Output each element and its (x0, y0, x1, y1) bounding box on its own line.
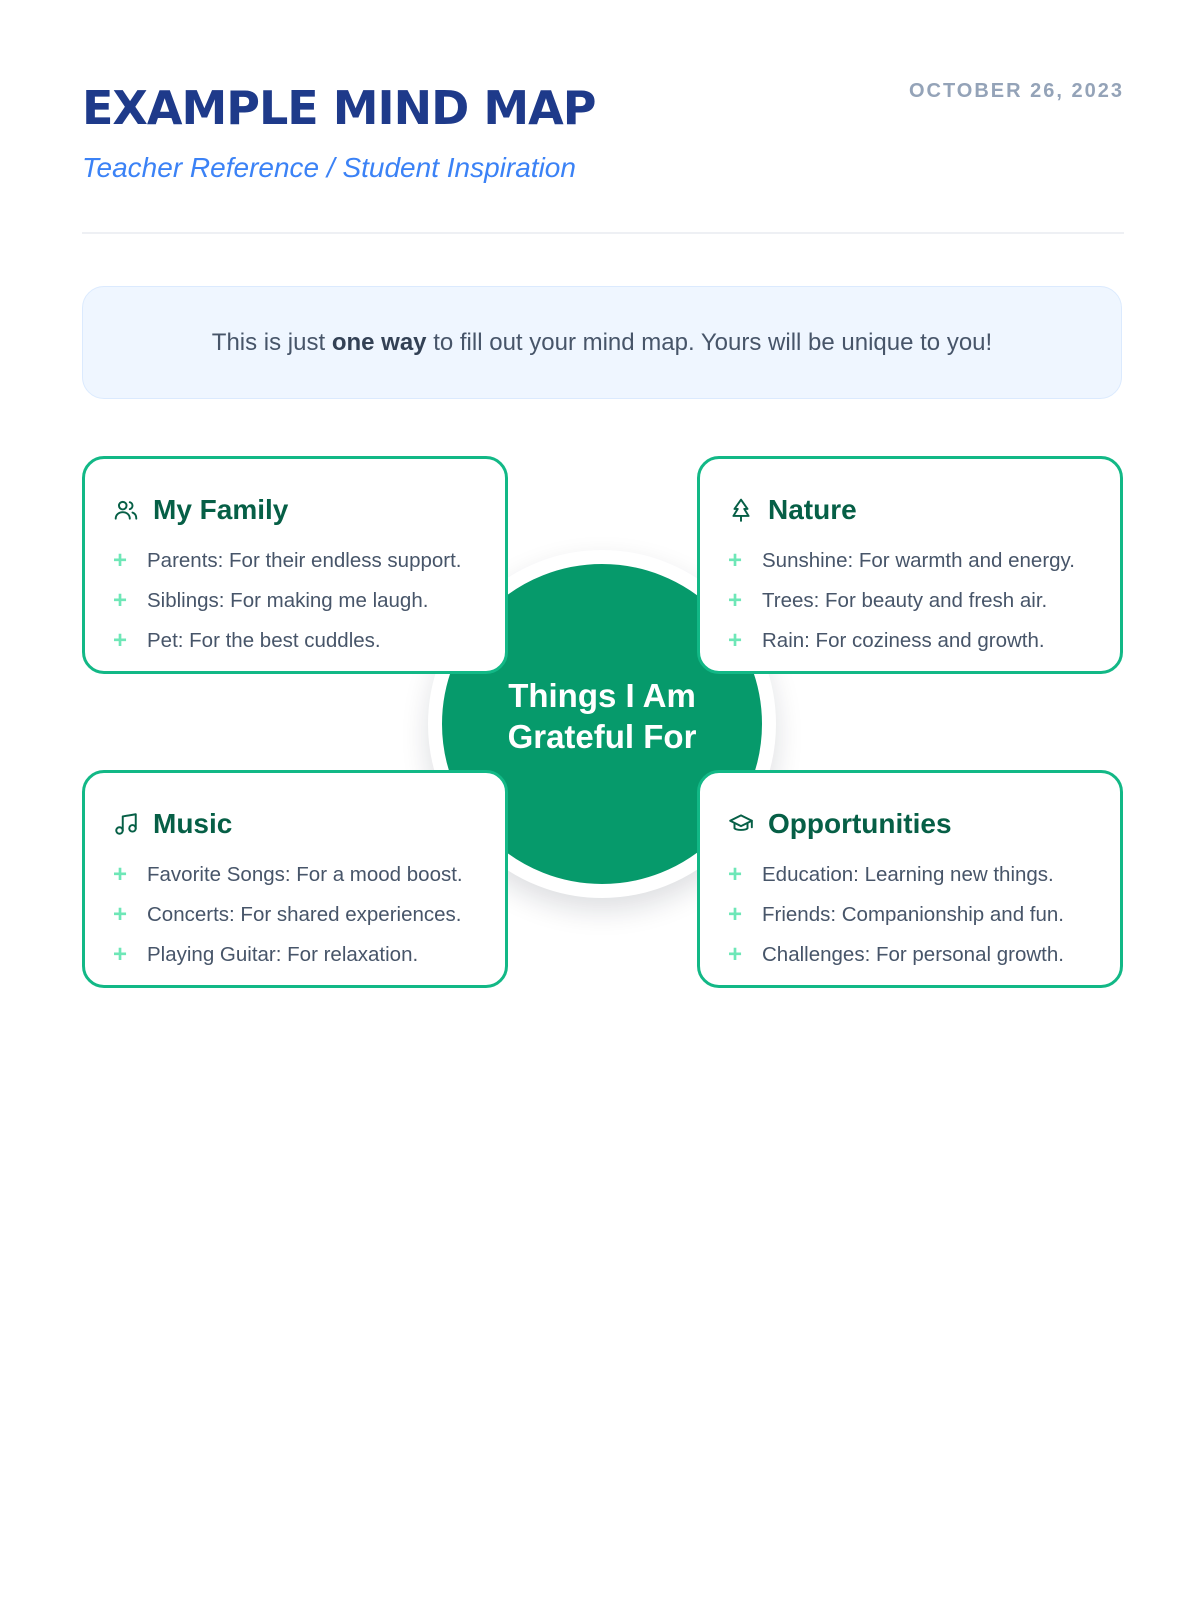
page-header (82, 78, 1124, 234)
card-item-list (113, 855, 479, 975)
plus-icon: + (728, 587, 743, 614)
callout-text-start: This is just (211, 328, 332, 356)
graduation-cap-icon (728, 811, 754, 837)
info-callout (82, 286, 1122, 399)
plus-icon: + (728, 901, 743, 928)
branch-card-nature (697, 456, 1123, 674)
callout-text-end: to fill out your mind map. Yours will be unique to you! (426, 328, 993, 356)
list-item: + Playing Guitar: For relaxation. (113, 941, 419, 968)
list-item: + Pet: For the best cuddles. (113, 627, 381, 654)
plus-icon: + (113, 901, 128, 928)
plus-icon: + (728, 861, 743, 888)
plus-icon: + (728, 941, 743, 968)
page-title: EXAMPLE MIND MAP (82, 81, 596, 135)
list-item: + Concerts: For shared experiences. (113, 901, 462, 928)
list-item: + Sunshine: For warmth and energy. (728, 547, 1075, 574)
list-item: + Rain: For coziness and growth. (728, 627, 1045, 654)
plus-icon: + (113, 547, 128, 574)
plus-icon: + (113, 587, 128, 614)
card-item-list (728, 541, 1094, 661)
tree-icon (728, 497, 754, 523)
list-item: + Parents: For their endless support. (113, 547, 462, 574)
branch-card-family (82, 456, 508, 674)
list-item: + Favorite Songs: For a mood boost. (113, 861, 463, 888)
plus-icon: + (113, 627, 128, 654)
music-note-icon (113, 811, 139, 837)
users-icon (113, 497, 139, 523)
plus-icon: + (728, 547, 743, 574)
central-topic-text: Things I Am Grateful For (507, 676, 697, 755)
page-subtitle: Teacher Reference / Student Inspiration (82, 152, 576, 183)
card-title: Opportunities (768, 808, 952, 839)
callout-emphasis: one way (331, 328, 427, 356)
plus-icon: + (113, 861, 128, 888)
card-item-list (113, 541, 479, 661)
plus-icon: + (113, 941, 128, 968)
card-title: Music (153, 808, 233, 839)
plus-icon: + (728, 627, 743, 654)
list-item: + Education: Learning new things. (728, 861, 1054, 888)
card-item-list (728, 855, 1094, 975)
page-date: OCTOBER 26, 2023 (908, 80, 1124, 102)
card-title: Nature (768, 494, 857, 525)
list-item: + Siblings: For making me laugh. (113, 587, 429, 614)
list-item: + Friends: Companionship and fun. (728, 901, 1064, 928)
list-item: + Challenges: For personal growth. (728, 941, 1064, 968)
branch-card-opportunities (697, 770, 1123, 988)
list-item: + Trees: For beauty and fresh air. (728, 587, 1048, 614)
branch-card-music (82, 770, 508, 988)
card-title: My Family (153, 494, 289, 525)
